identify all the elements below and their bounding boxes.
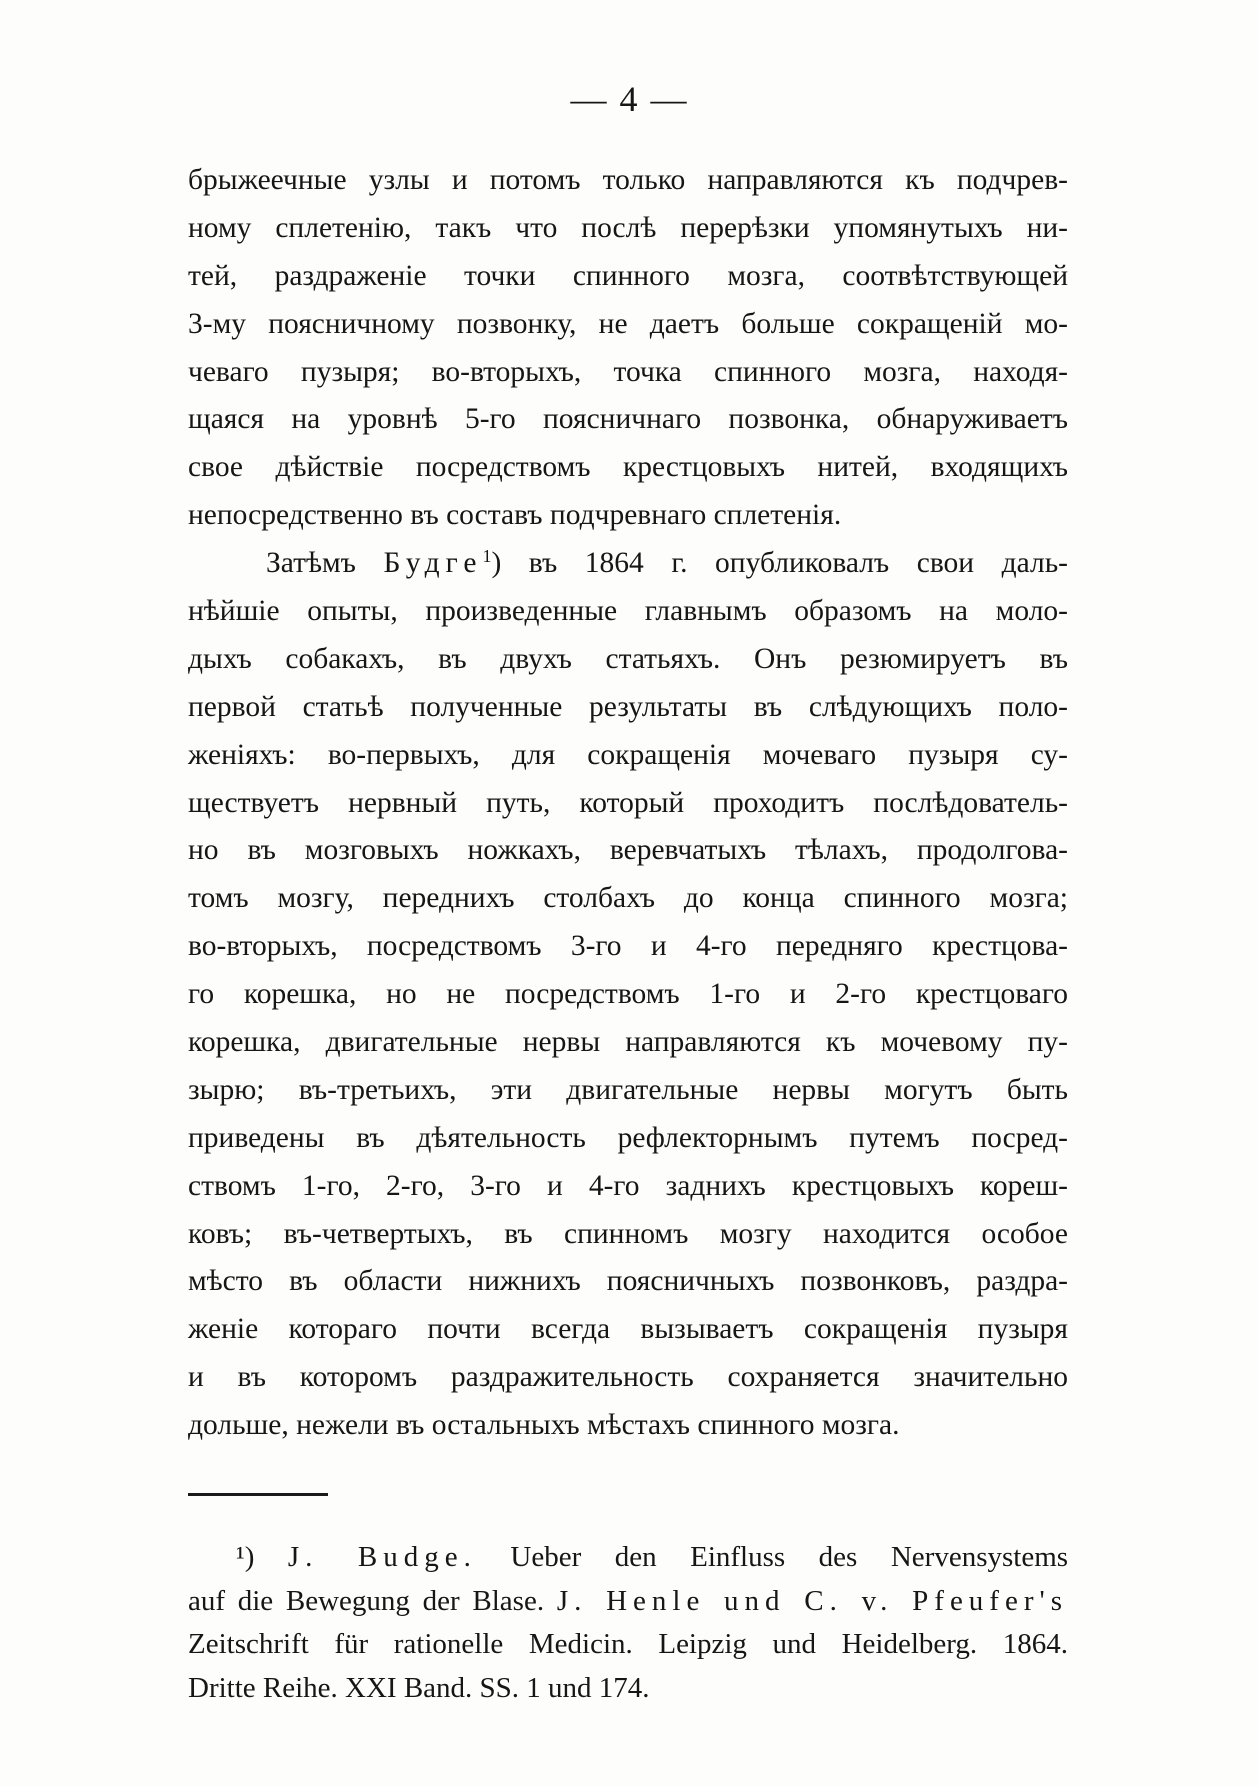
text-line: дольше, нежели въ остальныхъ мѣстахъ спинного мозга. — [188, 1409, 900, 1442]
text-line: мѣсто въ области нижнихъ поясничныхъ позвонковъ, раздра- — [188, 1265, 1068, 1298]
text-line: непосредственно въ составъ подчревнаго сплетенія. — [188, 499, 842, 532]
text-line: ствомъ 1-го, 2-го, 3-го и 4-го заднихъ крестцовыхъ кореш- — [188, 1169, 1068, 1202]
text-line-first — [188, 540, 1068, 588]
page-number: — 4 — — [570, 79, 689, 119]
text-run: Затѣмъ — [266, 547, 356, 580]
footnote-marker: ¹) — [236, 1541, 255, 1573]
text-line: ковъ; въ-четвертыхъ, въ спинномъ мозгу находится особое — [188, 1217, 1068, 1250]
footnote-editors: J. Henle und C. v. Pfeufer's — [556, 1584, 1069, 1617]
footnote-reference: 1 — [482, 546, 492, 567]
text-line: томъ мозгу, переднихъ столбахъ до конца спинного мозга; — [188, 882, 1068, 915]
text-line: первой статьѣ полученные результаты въ слѣдующихъ поло- — [188, 690, 1068, 723]
text-line: женіе котораго почти всегда вызываетъ сокращенія пузыря — [188, 1313, 1068, 1346]
text-line: корешка, двигательные нервы направляются къ мочевому пу- — [188, 1026, 1068, 1059]
text-line: но въ мозговыхъ ножкахъ, веревчатыхъ тѣлахъ, продолгова- — [188, 834, 1068, 867]
footnote-line: Zeitschrift für rationelle Medicin. Leipzig und Heidelberg. 1864. — [188, 1628, 1068, 1660]
footnote-title-cont: auf die Bewegung der Blase. — [188, 1584, 545, 1617]
text-line: го корешка, но не посредствомъ 1-го и 2-го крестцоваго — [188, 978, 1068, 1011]
paragraph-2 — [188, 540, 1068, 1450]
footnote-line — [188, 1580, 1068, 1624]
text-run: ) въ 1864 г. опубликовалъ свои даль- — [491, 547, 1069, 580]
text-line: ному сплетенію, такъ что послѣ перерѣзки упомянутыхъ ни- — [188, 211, 1068, 244]
author-name-spaced: Будге — [383, 547, 483, 580]
footnote-divider — [188, 1493, 328, 1496]
footnote-title: Ueber den Einfluss des Nervensystems — [510, 1541, 1069, 1573]
paragraph-1 — [188, 157, 1068, 540]
text-line: зырю; въ-третьихъ, эти двигательные нервы могутъ быть — [188, 1073, 1068, 1106]
footnote-author: J. Budge. — [287, 1541, 477, 1573]
text-line: чеваго пузыря; во-вторыхъ, точка спинного мозга, находя- — [188, 355, 1068, 388]
footnote-line: Dritte Reihe. XXI Band. SS. 1 und 174. — [188, 1671, 650, 1704]
text-line: нѣйшіе опыты, произведенные главнымъ образомъ на моло- — [188, 595, 1068, 628]
text-line: женіяхъ: во-первыхъ, для сокращенія мочеваго пузыря су- — [188, 738, 1068, 771]
footnote-line — [188, 1536, 1068, 1580]
text-line: щаяся на уровнѣ 5-го поясничнаго позвонка, обнаруживаетъ — [188, 403, 1068, 436]
text-line: и въ которомъ раздражительность сохраняется значительно — [188, 1361, 1068, 1394]
main-text — [188, 157, 1068, 1450]
text-line: тей, раздраженіе точки спинного мозга, соотвѣтствующей — [188, 259, 1068, 292]
text-line: приведены въ дѣятельность рефлекторнымъ путемъ посред- — [188, 1121, 1068, 1154]
text-line: дыхъ собакахъ, въ двухъ статьяхъ. Онъ резюмируетъ въ — [188, 642, 1068, 675]
text-line: во-вторыхъ, посредствомъ 3-го и 4-го передняго крестцова- — [188, 930, 1068, 963]
text-line: ществуетъ нервный путь, который проходитъ послѣдователь- — [188, 786, 1068, 819]
text-line: брыжеечные узлы и потомъ только направляются къ подчрев- — [188, 164, 1068, 196]
text-line: свое дѣйствіе посредствомъ крестцовыхъ нитей, входящихъ — [188, 451, 1068, 484]
footnote — [188, 1536, 1068, 1710]
text-line: 3-му поясничному позвонку, не даетъ больше сокращеній мо- — [188, 307, 1068, 340]
